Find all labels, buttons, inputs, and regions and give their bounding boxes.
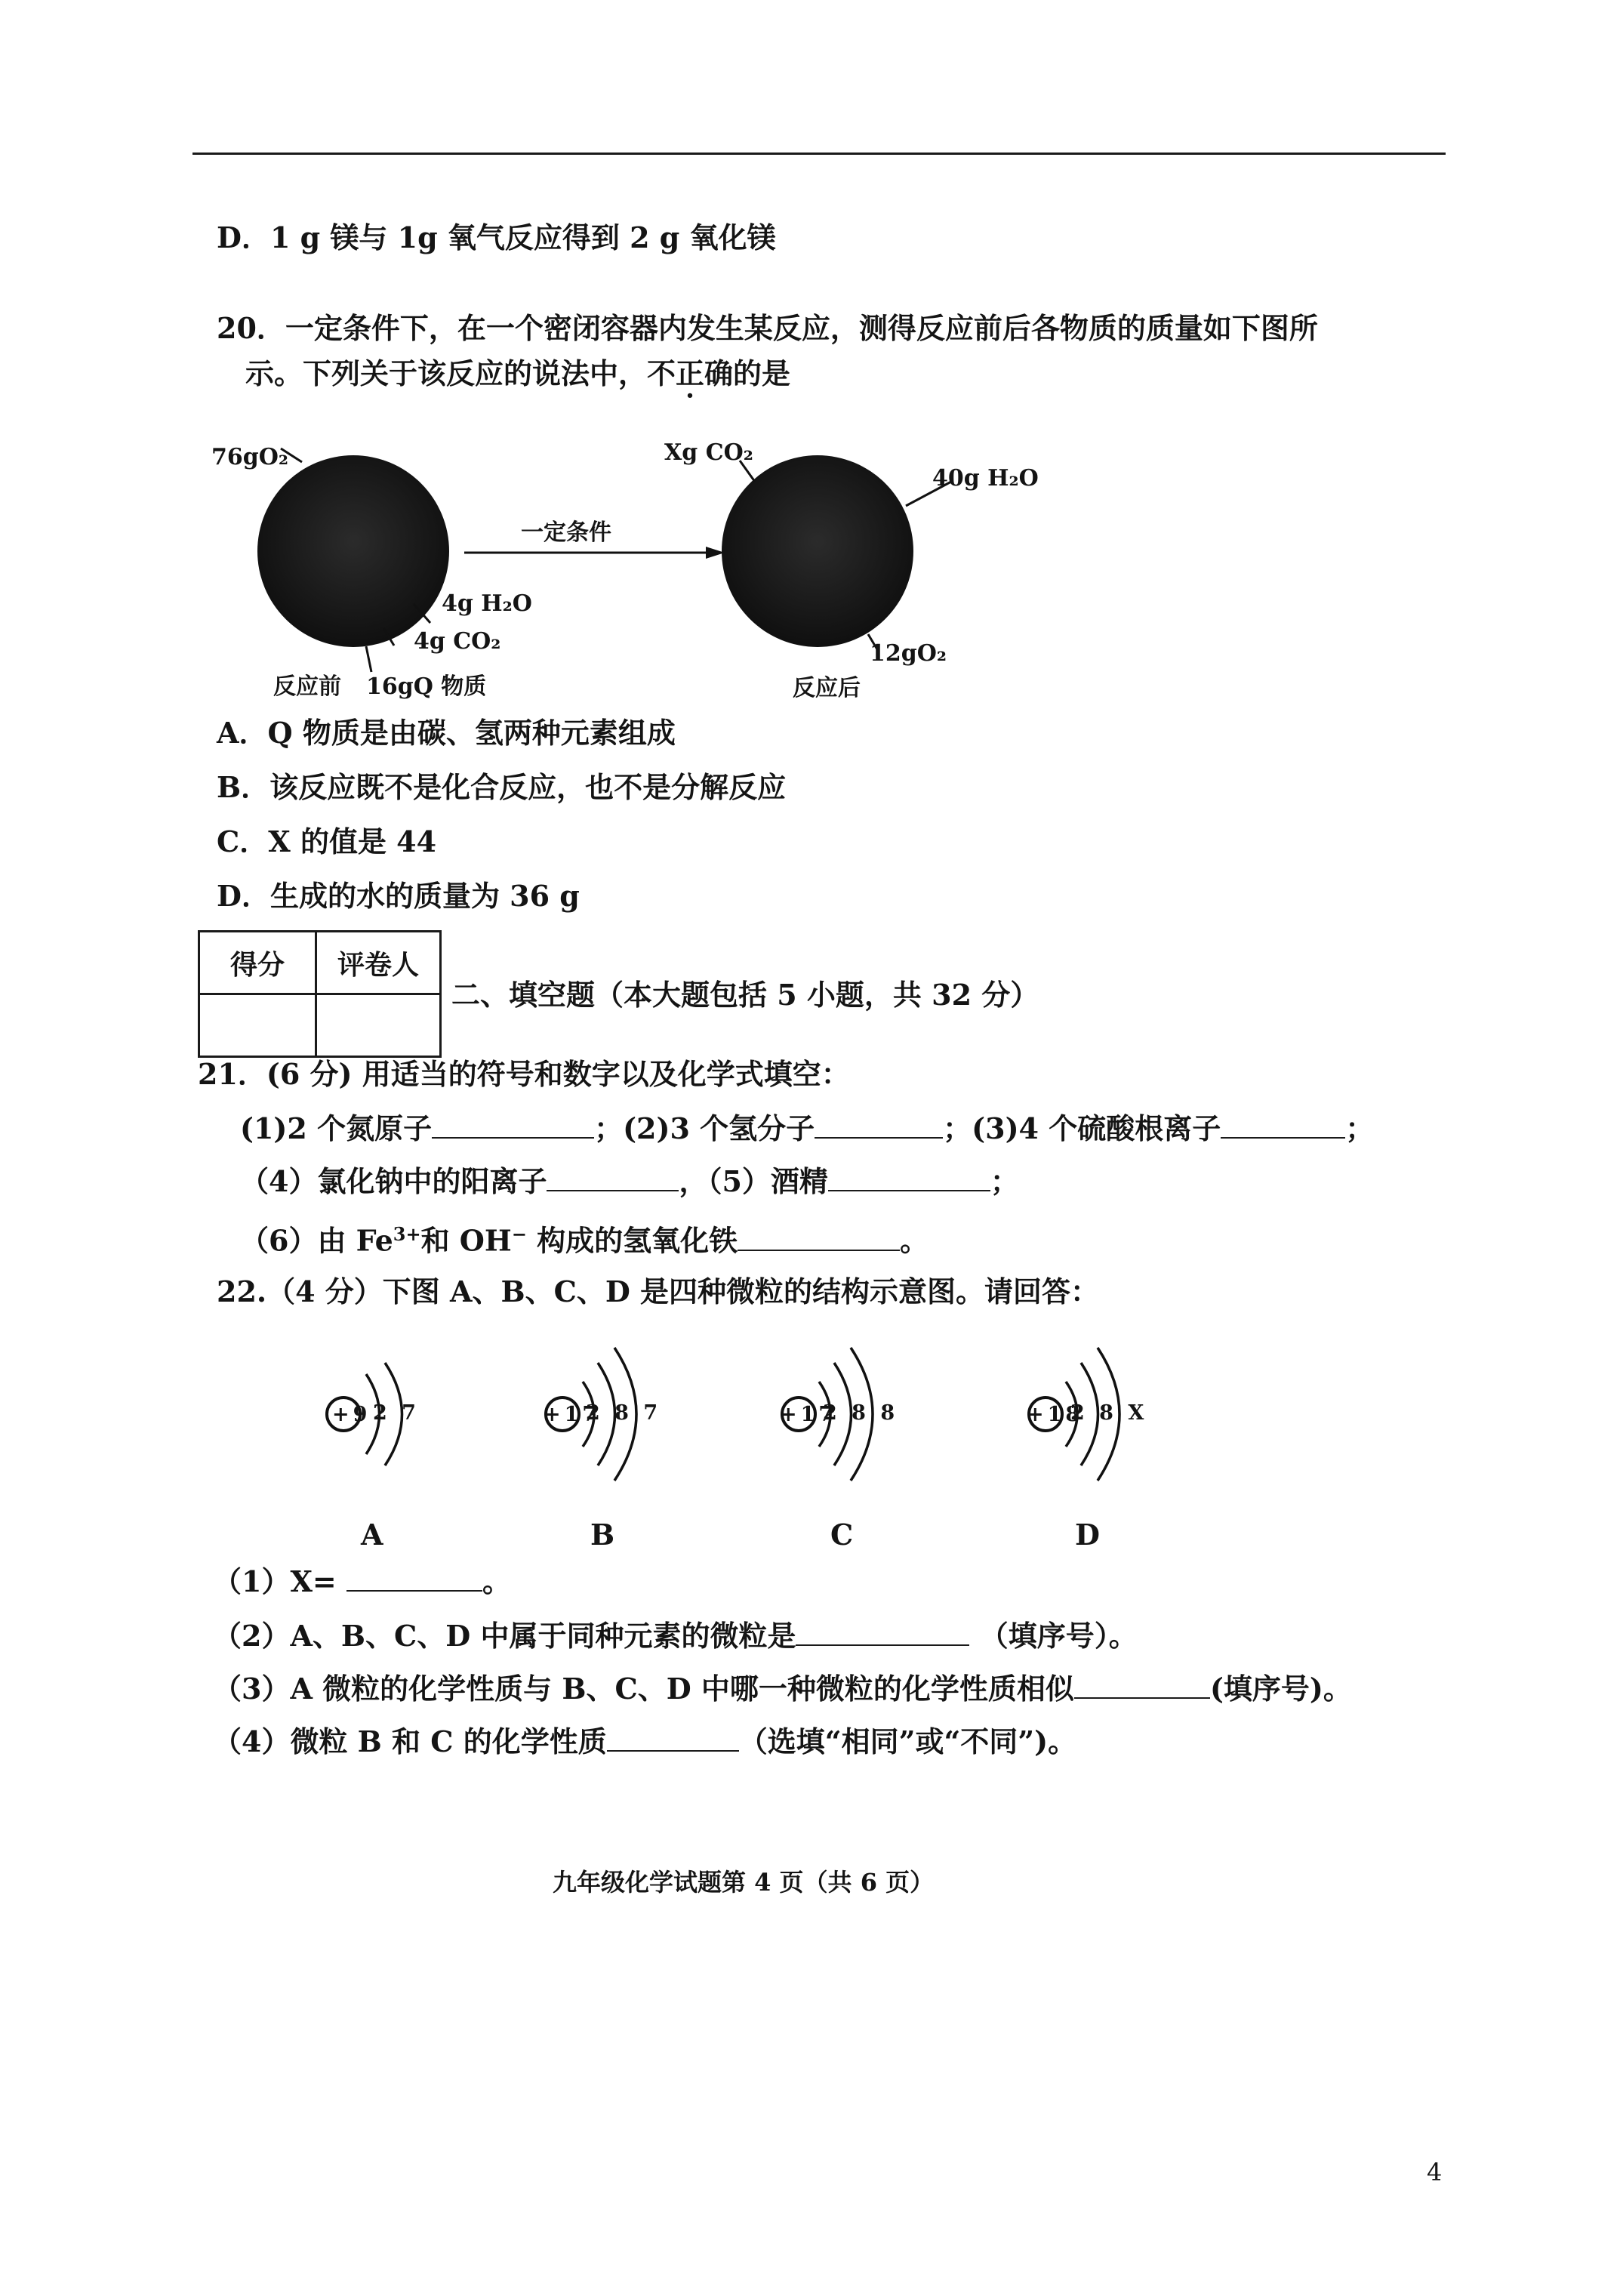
q22-4-label: （4）微粒 B 和 C 的化学性质 [213, 1724, 607, 1758]
q20-stem-line1: 20．一定条件下，在一个密闭容器内发生某反应，测得反应前后各物质的质量如下图所 [217, 311, 1318, 345]
q20-stem-pre: 示。下列关于该反应的说法中， [245, 356, 648, 390]
q21-2-label: ；(2)3 个氢分子 [594, 1111, 815, 1145]
q21-line1 [240, 1111, 1374, 1146]
q21-6-label-pre: （6）由 Fe [240, 1223, 393, 1258]
after-co2-label: Xg CO₂ [664, 439, 753, 466]
q22-stem: 22.（4 分）下图 A、B、C、D 是四种微粒的结构示意图。请回答： [217, 1274, 1100, 1308]
arrow-condition-label: 一定条件 [521, 519, 611, 546]
q21-line1-end: ； [1345, 1111, 1375, 1145]
after-reaction-circle [722, 455, 913, 647]
atom-b-label: B [590, 1518, 615, 1552]
atom-d-electrons: 2 8 X [1070, 1401, 1148, 1425]
q21-2-blank[interactable] [815, 1111, 943, 1139]
q20-stem-post: 的是 [733, 356, 791, 390]
q20-option-d: D．生成的水的质量为 36 g [217, 879, 580, 913]
q22-1-label: （1）X= [213, 1564, 337, 1598]
q22-3-blank[interactable] [1074, 1672, 1210, 1699]
before-reaction-circle [257, 455, 449, 647]
before-q-label: 16gQ 物质 [366, 673, 487, 700]
before-caption: 反应前 [273, 673, 341, 700]
page-number: 4 [1427, 2158, 1443, 2187]
q21-4-blank[interactable] [547, 1164, 679, 1191]
after-o2-label: 12gO₂ [870, 640, 947, 667]
q21-3-blank[interactable] [1221, 1111, 1345, 1139]
top-rule [192, 153, 1446, 155]
q20-stem-line2 [245, 356, 790, 391]
atom-a-label: A [361, 1518, 383, 1552]
q20-stem-emphasis: 不正确 [647, 356, 734, 390]
q20-option-b: B．该反应既不是化合反应，也不是分解反应 [217, 770, 787, 804]
q21-5-blank[interactable] [828, 1164, 990, 1191]
oh-charge: − [511, 1223, 527, 1245]
atom-b-electrons: 2 8 7 [586, 1401, 662, 1425]
page-footer: 九年级化学试题第 4 页（共 6 页） [553, 1868, 935, 1897]
q19-option-d: D．1 g 镁与 1g 氧气反应得到 2 g 氧化镁 [217, 220, 776, 254]
q22-1-end: 。 [482, 1564, 512, 1598]
q21-4-label: （4）氯化钠中的阳离子 [240, 1164, 547, 1198]
atom-d-nucleus: +18 [1027, 1403, 1084, 1426]
score-header: 得分 [199, 932, 316, 994]
q21-5-label: ，（5）酒精 [679, 1164, 828, 1198]
q22-sub3 [213, 1672, 1352, 1706]
grader-header: 评卷人 [316, 932, 441, 994]
q22-4-end: （选填“相同”或“不同”)。 [738, 1724, 1077, 1758]
q22-3-label: （3）A 微粒的化学性质与 B、C、D 中哪一种微粒的化学性质相似 [213, 1672, 1074, 1706]
q22-sub2 [213, 1619, 1138, 1653]
q21-line2 [240, 1164, 1019, 1199]
q22-2-label: （2）A、B、C、D 中属于同种元素的微粒是 [213, 1619, 796, 1653]
q22-sub4 [213, 1724, 1076, 1759]
grader-cell[interactable] [316, 994, 441, 1057]
atom-b-nucleus: +17 [544, 1403, 601, 1426]
atom-c-nucleus: +17 [780, 1403, 837, 1426]
q21-1-blank[interactable] [432, 1111, 594, 1139]
after-caption: 反应后 [793, 675, 861, 701]
q21-line3 [240, 1217, 929, 1259]
q21-line2-end: ； [990, 1164, 1019, 1198]
before-co2-label: 4g CO₂ [414, 628, 501, 655]
q22-4-blank[interactable] [607, 1724, 739, 1752]
q20-option-a: A．Q 物质是由碳、氢两种元素组成 [217, 716, 676, 750]
before-o2-label: 76gO₂ [211, 444, 288, 470]
after-h2o-label: 40g H₂O [932, 465, 1039, 492]
atom-d-label: D [1075, 1518, 1100, 1552]
q21-6-label-post: 构成的氢氧化铁 [526, 1223, 738, 1258]
q22-sub1 [213, 1564, 511, 1599]
q22-3-end: (填序号)。 [1209, 1672, 1352, 1706]
q22-1-blank[interactable] [346, 1564, 482, 1592]
before-h2o-label: 4g H₂O [442, 590, 532, 617]
section2-title: 二、填空题（本大题包括 5 小题，共 32 分） [451, 978, 1039, 1012]
atom-c-electrons: 2 8 8 [823, 1401, 899, 1425]
q21-line3-end: 。 [900, 1223, 929, 1258]
atom-a-electrons: 2 7 [373, 1401, 420, 1425]
q21-6-label-mid: 和 OH [420, 1223, 512, 1258]
q21-stem: 21．(6 分) 用适当的符号和数字以及化学式填空： [198, 1057, 850, 1091]
q21-3-label: ；(3)4 个硫酸根离子 [943, 1111, 1221, 1145]
atom-c-label: C [830, 1518, 854, 1552]
q22-2-blank[interactable] [796, 1619, 969, 1646]
atom-a-nucleus: +9 [332, 1403, 371, 1426]
fe-charge: 3+ [393, 1223, 421, 1245]
q20-option-c: C．X 的值是 44 [217, 824, 437, 858]
q22-2-end: （填序号）。 [979, 1619, 1138, 1653]
score-table [198, 930, 442, 1058]
q21-6-blank[interactable] [738, 1224, 900, 1251]
q21-1-label: (1)2 个氮原子 [240, 1111, 433, 1145]
score-cell[interactable] [199, 994, 316, 1057]
